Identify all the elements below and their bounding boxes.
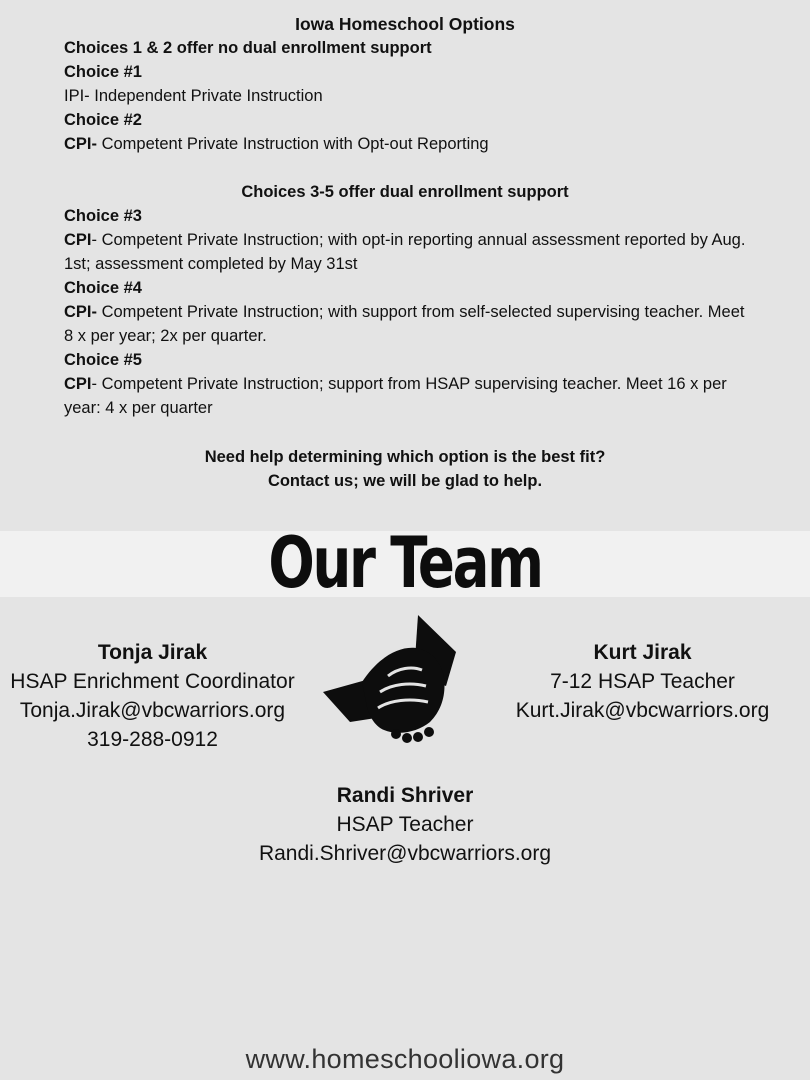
team-member-tonja [0,638,305,754]
member-role: 7-12 HSAP Teacher [550,670,735,693]
choice3-description [64,228,754,276]
choice2-abbr: CPI- [64,135,97,153]
choice4-description [64,300,754,348]
choice2-text: Competent Private Instruction with Opt-out Reporting [97,135,489,153]
choice1-label: Choice #1 [64,63,142,81]
member-email[interactable]: Kurt.Jirak@vbcwarriors.org [515,699,770,722]
team-member-kurt [500,638,785,725]
member-name: Randi Shriver [336,784,474,807]
homeschool-options-section [64,12,754,420]
handshake-icon [318,610,463,750]
group1-heading: Choices 1 & 2 offer no dual enrollment support [64,39,432,57]
choice2-label: Choice #2 [64,111,142,129]
choice3-abbr: CPI [64,231,92,249]
choice3-label: Choice #3 [64,207,142,225]
choice2-description [64,132,754,156]
member-phone[interactable]: 319-288-0912 [87,728,218,751]
team-member-randi [205,781,605,868]
help-line-2: Contact us; we will be glad to help. [267,472,543,490]
member-role: HSAP Teacher [336,813,474,836]
choice4-abbr: CPI- [64,303,97,321]
group2-heading: Choices 3-5 offer dual enrollment support [241,183,569,201]
member-email[interactable]: Randi.Shriver@vbcwarriors.org [258,842,552,865]
help-callout [0,445,810,493]
team-heading: Our Team [268,522,542,604]
choice5-description [64,372,754,420]
help-line-1: Need help determining which option is the best fit? [204,448,606,466]
member-email[interactable]: Tonja.Jirak@vbcwarriors.org [19,699,286,722]
member-role: HSAP Enrichment Coordinator [10,670,295,693]
choice4-label: Choice #4 [64,279,142,297]
website-url[interactable]: www.homeschooliowa.org [245,1044,565,1074]
member-name: Tonja Jirak [97,641,208,664]
choice5-label: Choice #5 [64,351,142,369]
options-title: Iowa Homeschool Options [295,14,515,34]
choice4-text: Competent Private Instruction; with support from self-selected supervising teacher. Meet 8 x per year; 2x per quarter. [64,303,745,345]
member-name: Kurt Jirak [593,641,692,664]
choice5-text: - Competent Private Instruction; support from HSAP supervising teacher. Meet 16 x per year: 4 x per quarter [64,375,727,417]
choice3-text: - Competent Private Instruction; with opt-in reporting annual assessment reported by Aug. 1st; assessment completed by May 31st [64,231,746,273]
choice1-text: IPI- Independent Private Instruction [64,87,323,105]
choice5-abbr: CPI [64,375,92,393]
